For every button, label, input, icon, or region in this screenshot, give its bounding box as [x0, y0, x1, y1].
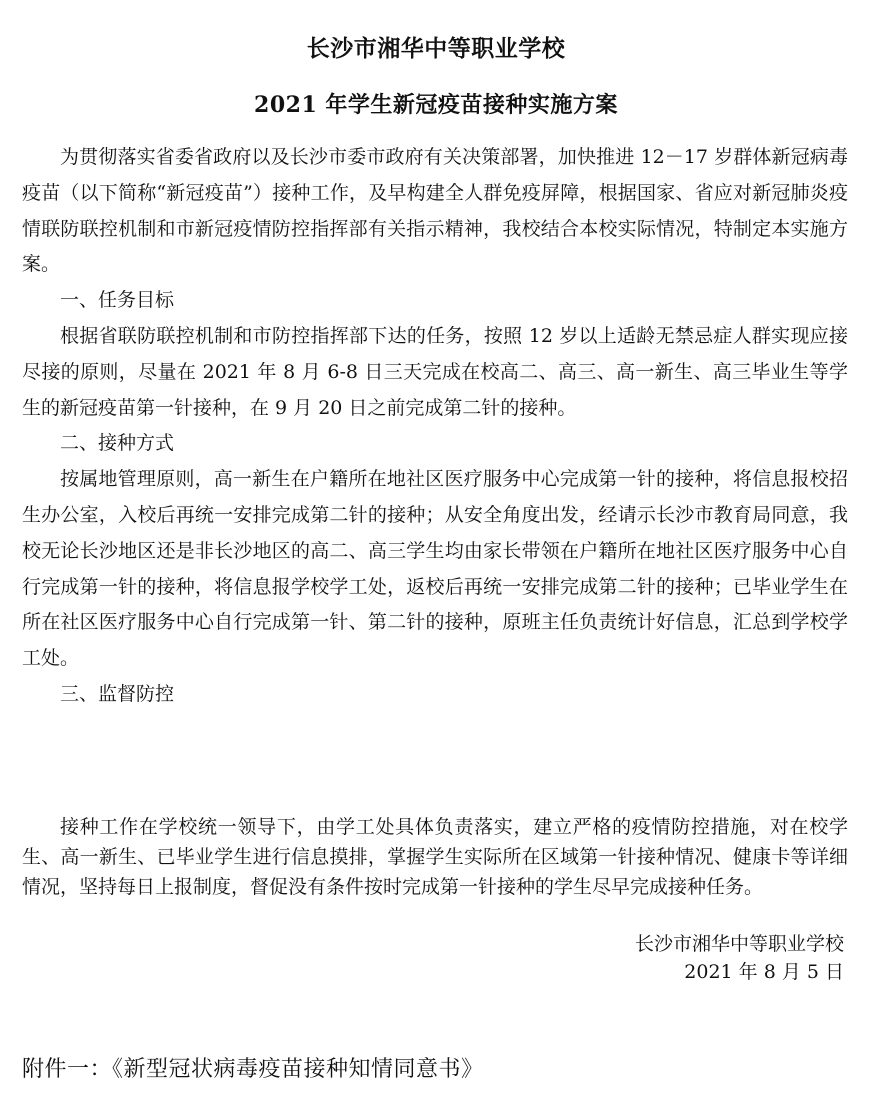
section-heading-goals: 一、任务目标 [60, 289, 175, 312]
document-body-tail [22, 812, 848, 902]
section-text-method: 按属地管理原则，高一新生在户籍所在地社区医疗服务中心完成第一针的接种，将信息报校招生办公室，入校后再统一安排完成第二针的接种；从安全角度出发，经请示长沙市教育局同意，我校无论长沙地区还是非长沙地区的高二、高三学生均由家长带领在户籍所在地社区医疗服务中心自行完成第一针的接种，将信息报学校学工处，返校后再统一安排完成第二针的接种；已毕业学生在所在社区医疗服务中心自行完成第一针、第二针的接种，原班主任负责统计好信息，汇总到学校学工处。 [22, 468, 848, 670]
document-body [22, 140, 848, 713]
section-text-goals: 根据省联防联控机制和市防控指挥部下达的任务，按照 12 岁以上适龄无禁忌症人群实现应接尽接的原则，尽量在 2021 年 8 月 6-8 日三天完成在校高二、高三、高一新生、高三毕业生等学生的新冠疫苗第一针接种，在 9 月 20 日之前完成第二针的接种。 [22, 324, 848, 419]
signature-organization: 长沙市湘华中等职业学校 [634, 933, 844, 955]
section-heading-supervision: 三、监督防控 [60, 682, 175, 705]
section-heading-method: 二、接种方式 [60, 432, 175, 455]
section-text-supervision: 接种工作在学校统一领导下，由学工处具体负责落实，建立严格的疫情防控措施，对在校学生、高一新生、已毕业学生进行信息摸排，掌握学生实际所在区域第一针接种情况、健康卡等详细情况，坚持每日上报制度，督促没有条件按时完成第一针接种的学生尽早完成接种任务。 [22, 816, 848, 898]
signature-block [635, 930, 844, 986]
document-title: 长沙市湘华中等职业学校 [306, 35, 566, 62]
signature-date: 2021 年 8 月 5 日 [684, 961, 844, 983]
attachment-link[interactable]: 附件一：《新型冠状病毒疫苗接种知情同意书》 [22, 1057, 484, 1082]
document-subtitle: 2021 年学生新冠疫苗接种实施方案 [254, 92, 618, 118]
intro-paragraph: 为贯彻落实省委省政府以及长沙市委市政府有关决策部署，加快推进 12－17 岁群体新冠病毒疫苗（以下简称“新冠疫苗”）接种工作，及早构建全人群免疫屏障，根据国家、省应对新冠肺炎疫情联防联控机制和市新冠疫情防控指挥部有关指示精神，我校结合本校实际情况，特制定本实施方案。 [22, 146, 848, 276]
